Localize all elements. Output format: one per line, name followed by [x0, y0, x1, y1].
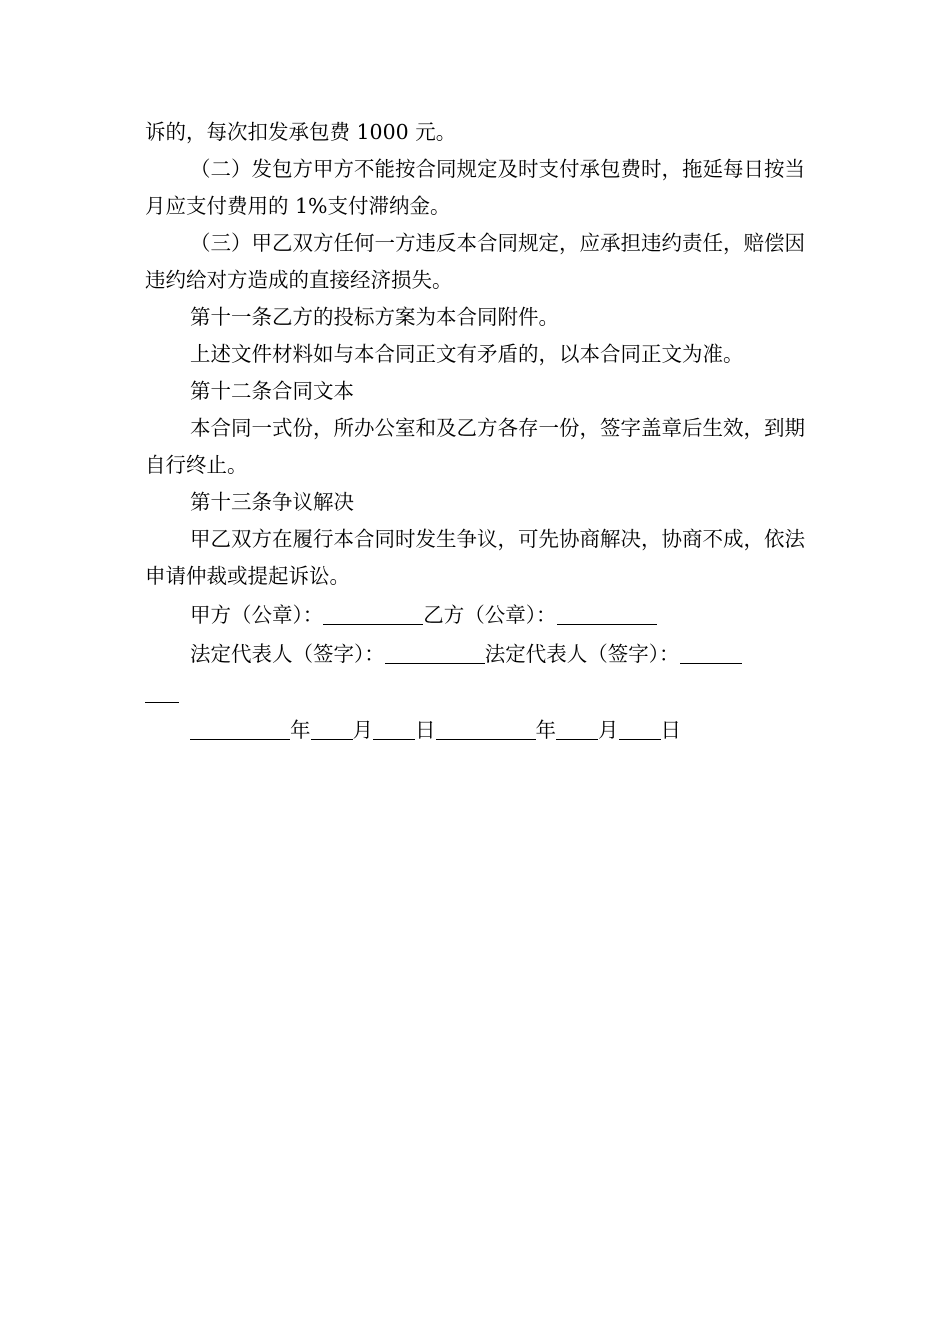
party-a-month-blank: [311, 713, 353, 740]
paragraph-dispute-resolution: 甲乙双方在履行本合同时发生争议，可先协商解决，协商不成，依法申请仲裁或提起诉讼。: [145, 527, 805, 588]
party-a-rep-label: 法定代表人（签字）：: [190, 642, 385, 666]
heading-article-12: 第十二条合同文本: [190, 379, 354, 403]
paragraph-penalty-continued: 诉的，每次扣发承包费 1000 元。: [145, 120, 457, 144]
party-a-rep-blank: [385, 637, 485, 664]
party-a-year-blank: [190, 713, 290, 740]
party-b-rep-blank: [680, 637, 742, 664]
party-b-year-blank: [436, 713, 536, 740]
party-b-seal-label: 乙方（公章）：: [423, 603, 557, 627]
party-b-rep-label: 法定代表人（签字）：: [484, 642, 680, 666]
representative-row-wrap: [145, 673, 805, 710]
party-a-year-label: 年: [290, 718, 311, 742]
party-a-day-blank: [373, 713, 415, 740]
representative-row: [145, 634, 805, 673]
signature-seal-row: [145, 595, 805, 634]
paragraph-article-11: 第十一条乙方的投标方案为本合同附件。: [190, 305, 559, 329]
party-a-day-label: 日: [415, 718, 436, 742]
party-b-month-label: 月: [598, 718, 619, 742]
party-b-month-blank: [556, 713, 598, 740]
date-row: [145, 710, 805, 749]
party-a-seal-blank: [323, 598, 423, 625]
document-body: [145, 114, 805, 749]
party-b-day-blank: [619, 713, 661, 740]
paragraph-precedence: 上述文件材料如与本合同正文有矛盾的，以本合同正文为准。: [190, 342, 744, 366]
paragraph-breach-liability: （三）甲乙双方任何一方违反本合同规定，应承担违约责任，赔偿因违约给对方造成的直接经济损失。: [145, 231, 805, 292]
party-b-seal-blank: [557, 598, 657, 625]
party-b-rep-blank-continued: [145, 676, 179, 703]
party-b-year-label: 年: [535, 718, 556, 742]
party-a-month-label: 月: [352, 718, 373, 742]
party-b-day-label: 日: [660, 718, 681, 742]
party-a-seal-label: 甲方（公章）：: [190, 603, 324, 627]
paragraph-copies: 本合同一式份，所办公室和及乙方各存一份，签字盖章后生效，到期自行终止。: [145, 416, 805, 477]
heading-article-13: 第十三条争议解决: [190, 490, 354, 514]
paragraph-late-fee: （二）发包方甲方不能按合同规定及时支付承包费时，拖延每日按当月应支付费用的 1%支付滞纳金。: [145, 157, 805, 218]
